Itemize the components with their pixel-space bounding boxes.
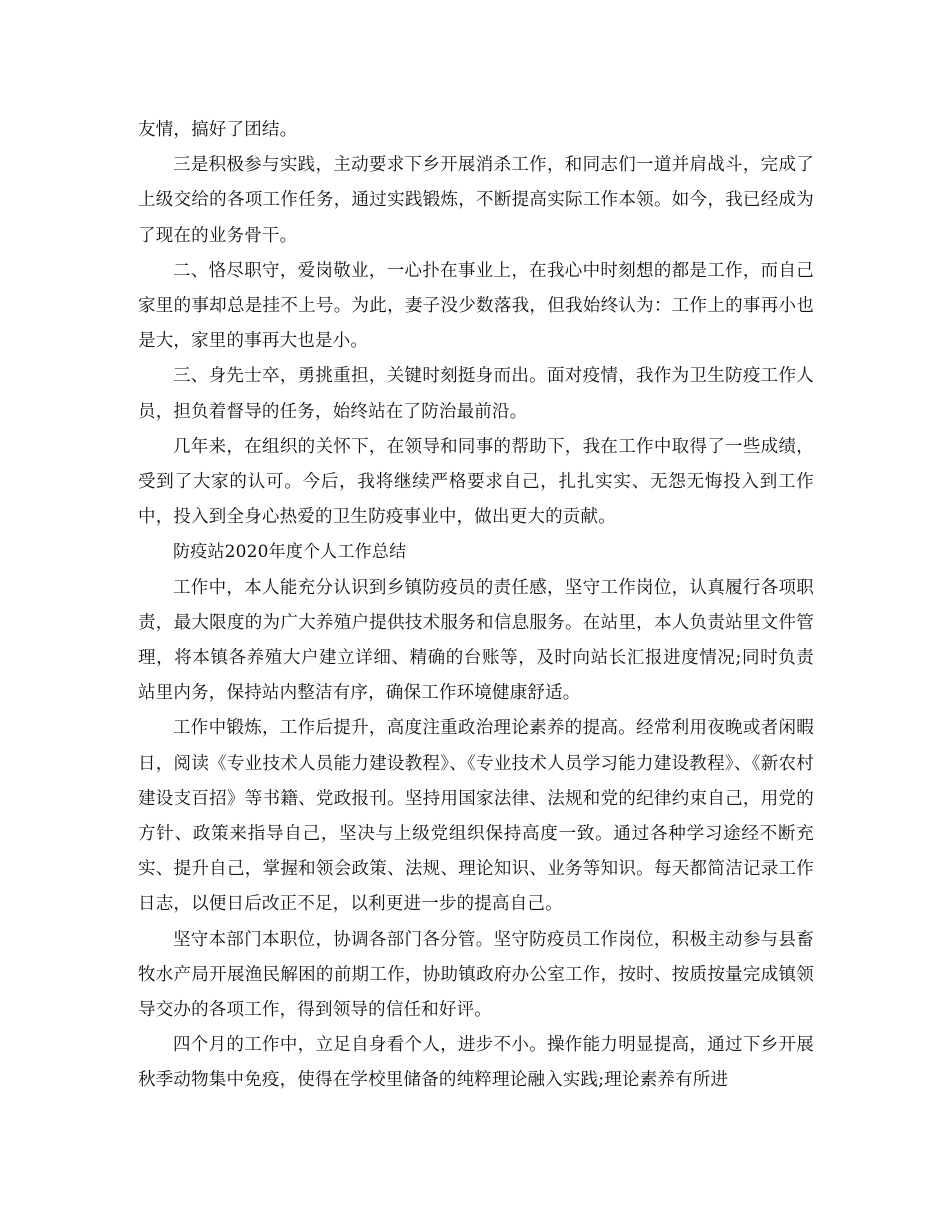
- document-body: [138, 113, 814, 1099]
- paragraph-leadership: 三、身先士卒，勇挑重担，关键时刻挺身而出。面对疫情，我作为卫生防疫工作人员，担负着督导的任务，始终站在了防治最前沿。: [138, 366, 814, 422]
- paragraph-achievements: 几年来，在组织的关怀下，在领导和同事的帮助下，我在工作中取得了一些成绩，受到了大家的认可。今后，我将继续严格要求自己，扎扎实实、无怨无悔投入到工作中，投入到全身心热爱的卫生防疫事业中，做出更大的贡献。: [138, 436, 814, 528]
- paragraph-practice: 三是积极参与实践，主动要求下乡开展消杀工作，和同志们一道并肩战斗，完成了上级交给的各项工作任务，通过实践锻炼，不断提高实际工作本领。如今，我已经成为了现在的业务骨干。: [138, 155, 814, 246]
- paragraph-coordination: 坚守本部门本职位，协调各部门各分管。坚守防疫员工作岗位，积极主动参与县畜牧水产局开展渔民解困的前期工作，协助镇政府办公室工作，按时、按质按量完成镇领导交办的各项工作，得到领导的信任和好评。: [138, 929, 814, 1021]
- paragraph-progress: 四个月的工作中，立足自身看个人，进步不小。操作能力明显提高，通过下乡开展秋季动物集中免疫，使得在学校里储备的纯粹理论融入实践;理论素养有所进: [138, 1035, 814, 1091]
- paragraph-responsibility: 工作中，本人能充分认识到乡镇防疫员的责任感，坚守工作岗位，认真履行各项职责，最大限度的为广大养殖户提供技术服务和信息服务。在站里，本人负责站里文件管理，将本镇各养殖大户建立详细、精确的台账等，及时向站长汇报进度情况;同时负责站里内务，保持站内整洁有序，确保工作环境健康舒适。: [138, 577, 814, 704]
- paragraph-study: 工作中锻炼，工作后提升，高度注重政治理论素养的提高。经常利用夜晚或者闲暇日，阅读《专业技术人员能力建设教程》、《专业技术人员学习能力建设教程》、《新农村建设支百招》等书籍、党政报刊。坚持用国家法律、法规和党的纪律约束自己，用党的方针、政策来指导自己，坚决与上级党组织保持高度一致。通过各种学习途经不断充实、提升自己，掌握和领会政策、法规、理论知识、业务等知识。每天都简洁记录工作日志，以便日后改正不足，以利更进一步的提高自己。: [138, 718, 814, 915]
- paragraph-dedication: 二、恪尽职守，爱岗敬业，一心扑在事业上，在我心中时刻想的都是工作，而自己家里的事却总是挂不上号。为此，妻子没少数落我，但我始终认为：工作上的事再小也是大，家里的事再大也是小。: [138, 260, 814, 352]
- paragraph-continuation: 友情，搞好了团结。: [138, 120, 298, 140]
- section-heading: 防疫站2020年度个人工作总结: [173, 542, 407, 563]
